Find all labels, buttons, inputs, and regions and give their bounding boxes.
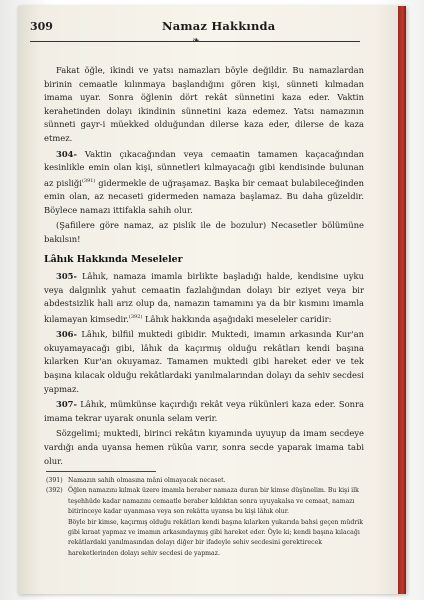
footnote-mark: (391) [46, 477, 63, 484]
paragraph: 307- Lâhık, mümkünse kaçırdığı rekât veya rükünleri kaza eder. Sonra imama tekrar uyarak onunla selam verir. [44, 399, 364, 423]
section-heading: Lâhık Hakkında Meseleler [44, 253, 183, 265]
paragraph: (Şafiilere göre namaz, az pislik ile de bozulur) Necasetler bölümüne bakılsın! [44, 220, 364, 244]
paragraph: 305- Lâhık, namaza imamla birlikte başladığı halde, kendisine uyku veya dalgınlık yahut cemaatin fazlalığından dolayı bir eziyet veya bir abdestsizlik hali arız olup da, namazın tamamını ya da bir kısmını imamla kılamayan kimsedir.$^{(392)}$ Lâhık hakkında aşağıdaki meseleler caridir: [44, 271, 364, 324]
paragraph: Fakat öğle, ikindi ve yatsı namazları böyle değildir. Bu namazlardan birinin cemaatle kılınmaya başlandığını gören kişi, sünneti kılmadan imama uyar. Sonra öğlenin dört rekât sünnetini kaza eder. Vaktin kerahetinden dolayı ikindinin sünnetini kaza edemez. Yatsı namazının sünneti gayr-i müekked olduğundan dilerse kaza eder, dilerse de kaza etmez. [44, 65, 364, 143]
footnote-rule [46, 471, 156, 472]
footnote [46, 476, 364, 486]
paragraph: Sözgelimi; muktedi, birinci rekâtın kıyamında uyuyup da imam secdeye vardığı anda uyansa hemen rükûa varır, sonra secde yaparak imama tabi olur. [44, 428, 364, 466]
book-spine-edge [398, 6, 406, 594]
footnote-mark: (392) [46, 487, 63, 495]
footnotes [46, 476, 364, 559]
body-text [44, 64, 364, 470]
footnote-text: Namazın sahih olmasına mâni olmayacak necaset. [68, 477, 226, 484]
paragraph: 306- Lâhık, bilfiil muktedi gibidir. Muktedi, imamın arkasında Kur'an okuyamayacağı gibi, lâhık da kaçırmış olduğu rekâtları kendi başına kılarken Kur'an okuyamaz. Tamamen muktedi gibi hareket eder ve tek başına kılacak olduğu rekâtlardaki yanılmalarından dolayı da sehiv secdesi yapmaz. [44, 329, 364, 394]
footnote-continuation: Böyle bir kimse, kaçırmış olduğu rekâtları kendi başına kılarken yukarıda bahsi geçen müdrik gibi kıraat yapmaz ve imamın arkasındaymış gibi hareket eder. Öyle ki; kendi başına kılacağı rekâtlardaki yanılmasından dolayı diğer bir ifadeyle sehiv secdesini gerektirecek hareketlerinden dolayı sehiv secdesi de yapmaz. [68, 518, 364, 557]
paragraph: 304- Vaktin çıkacağından veya cemaatin tamamen kaçacağından kesinlikle emin olan kişi, sünnetleri kılmayacağı gibi kendisinde bulunan az pisliği$^{(391)}$ gidermekle de uğraşamaz. Başka bir cemaat bulabileceğinden emin olan, az necaseti gidermeden namaza başlamaz. Bu daha güzeldir. Böylece namazı ittifakla sahih olur. [44, 148, 365, 215]
page-number: 309 [30, 20, 53, 33]
book-page [18, 6, 406, 594]
footnote [46, 486, 364, 517]
running-title: Namaz Hakkında [162, 19, 276, 33]
footnote-text: Öğlen namazını kılmak üzere imamla beraber namaza duran bir kimse düşünelim. Bu kişi ilk teşehhüde kadar namazını cemaatle beraber kıldıktan sonra uyuyakalsa ve cemaat, namazı bitirinceye kadar uyanmasa veya son rekâtta uyansa bu kişi lâhık olur. [68, 487, 359, 516]
ornament-icon: ❧ [192, 36, 200, 46]
